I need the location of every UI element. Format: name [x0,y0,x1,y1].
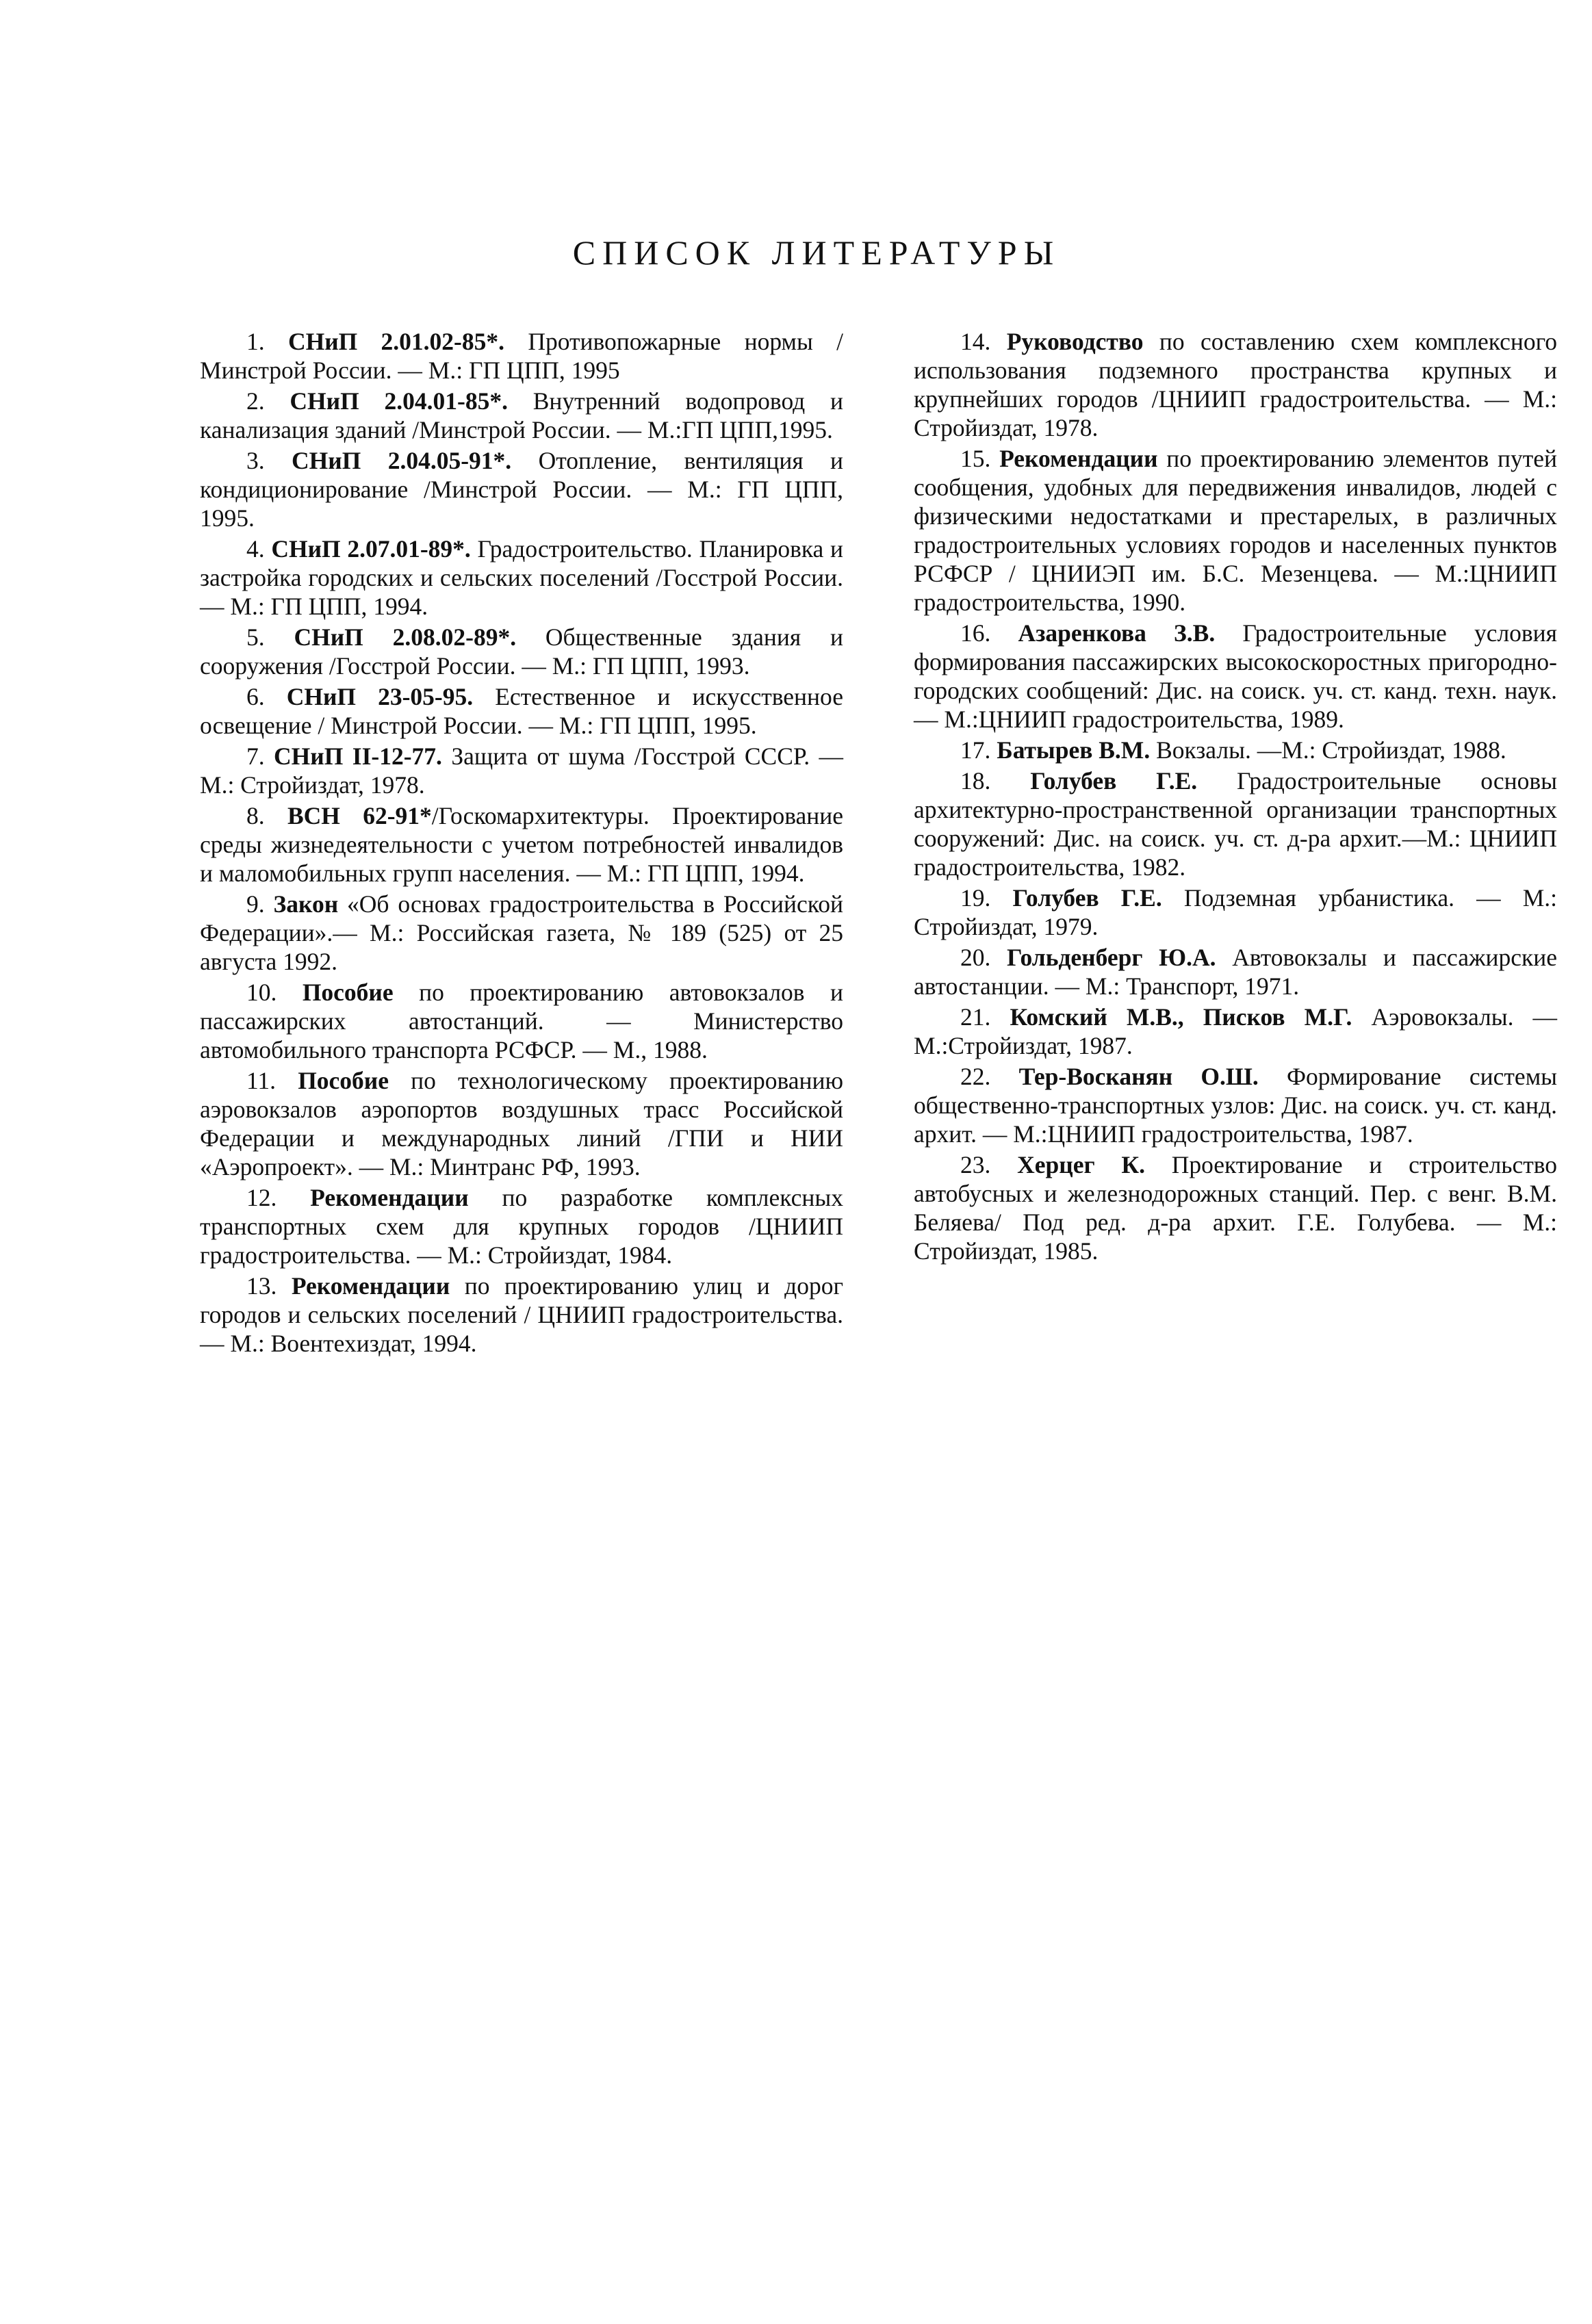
reference-number: 17. [960,736,991,764]
reference-number: 19. [960,884,991,912]
reference-number: 14. [960,328,991,355]
reference-key: СНиП 2.04.05-91*. [292,447,512,474]
reference-number: 16. [960,619,991,647]
reference-number: 20. [960,944,991,971]
reference-key: Рекомендации [291,1272,450,1300]
reference-key: Руководство [1006,328,1144,355]
reference-key: СНиП 23-05-95. [286,683,474,710]
reference-entry [200,801,843,888]
reference-key: Рекомендации [310,1184,469,1211]
reference-number: 9. [246,890,265,918]
reference-number: 6. [246,683,265,710]
reference-text: «Об основах градостроительства в Российской Федерации».— М.: Российская газета, № 189 (525) от 25 августа 1992. [200,890,844,975]
reference-entry [200,446,843,532]
reference-key: СНиП 2.08.02-89*. [294,623,517,651]
reference-number: 3. [246,447,265,474]
reference-number: 11. [246,1067,277,1094]
reference-text: Градостроительство. Планировка и застройка городских и сельских поселений /Госстрой России. — М.: ГП ЦПП, 1994. [200,535,844,620]
reference-key: Тер-Восканян О.Ш. [1018,1063,1259,1090]
reference-entry [914,1062,1557,1148]
reference-number: 1. [246,328,265,355]
reference-key: Азаренкова З.В. [1018,619,1216,647]
reference-number: 13. [246,1272,277,1300]
reference-entry [914,444,1557,617]
reference-key: ВСН 62-91* [287,802,432,829]
reference-entry [200,978,843,1064]
reference-text: Противопожарные нормы /Минстрой России. — М.: ГП ЦПП, 1995 [200,328,844,384]
page-title: СПИСОК ЛИТЕРАТУРЫ [572,233,1061,272]
reference-text: по разработке комплексных транспортных схем для крупных городов /ЦНИИП градостроительства. — М.: Стройиздат, 1984. [200,1184,843,1269]
reference-number: 15. [960,445,991,472]
reference-entry [200,1183,843,1269]
reference-text: Общественные здания и сооружения /Госстрой России. — М.: ГП ЦПП, 1993. [200,623,843,680]
reference-text: Проектирование и строительство автобусных и железнодорожных станций. Пер. с венг. В.М. Беляева/ Под ред. д-ра архит. Г.Е. Голубева. — М.: Стройиздат, 1985. [914,1151,1558,1265]
reference-key: Рекомендации [999,445,1158,472]
reference-text: Градостроительные основы архитектурно-пространственной организации транспортных сооружений: Дис. на соиск. уч. ст. д-ра архит.—М.: ЦНИИП градостроительства, 1982. [914,767,1558,881]
reference-entry [914,619,1557,734]
reference-text: Вокзалы. —М.: Стройиздат, 1988. [1156,736,1506,764]
reference-number: 23. [960,1151,991,1178]
reference-number: 8. [246,802,265,829]
reference-entry [200,1066,843,1181]
references-column-left [200,327,843,1360]
reference-key: Комский М.В., Писков М.Г. [1010,1003,1352,1031]
reference-text: /Госкомархитектуры. Проектирование среды жизнедеятельности с учетом потребностей инвалидов и маломобильных групп населения. — М.: ГП ЦПП, 1994. [200,802,844,887]
reference-number: 21. [960,1003,991,1031]
reference-entry [914,766,1557,881]
reference-number: 12. [246,1184,277,1211]
reference-key: Голубев Г.Е. [1030,767,1198,795]
reference-text: по проектированию улиц и дорог городов и сельских поселений / ЦНИИП градостроительства. — М.: Воентехиздат, 1994. [200,1272,844,1357]
reference-text: Внутренний водопровод и канализация зданий /Минстрой России. — М.:ГП ЦПП,1995. [200,387,844,443]
reference-entry [200,890,843,976]
reference-entry [914,736,1557,764]
reference-key: Гольденберг Ю.А. [1007,944,1216,971]
reference-entry [914,1003,1557,1060]
reference-text: Формирование системы общественно-транспортных узлов: Дис. на соиск. уч. ст. канд. архит. — М.:ЦНИИП градостроительства, 1987. [914,1063,1558,1148]
reference-text: Аэровокзалы. — М.:Стройиздат, 1987. [914,1003,1558,1059]
reference-text: Подземная урбанистика. — М.: Стройиздат, 1979. [914,884,1558,940]
reference-text: по проектированию элементов путей сообщения, удобных для передвижения инвалидов, людей с физическими недостатками и престарелых, в различных градостроительных условиях городов и населенных пунктов РСФСР / ЦНИИЭП им. Б.С. Мезенцева. — М.:ЦНИИП градостроительства, 1990. [914,445,1558,616]
reference-key: СНиП II-12-77. [274,743,442,770]
reference-entry [200,327,843,385]
reference-number: 10. [246,979,277,1006]
reference-key: Пособие [298,1067,389,1094]
reference-entry [200,742,843,799]
reference-entry [200,623,843,680]
reference-text: Автовокзалы и пассажирские автостанции. — М.: Транспорт, 1971. [914,944,1558,1000]
reference-entry [914,943,1557,1000]
reference-entry [914,883,1557,941]
reference-number: 4. [246,535,265,563]
reference-text: Защита от шума /Госстрой СССР. — М.: Стройиздат, 1978. [200,743,844,799]
reference-key: СНиП 2.04.01-85*. [290,387,508,415]
reference-number: 7. [246,743,265,770]
reference-key: Херцег К. [1017,1151,1145,1178]
reference-text: по составлению схем комплексного использования подземного пространства крупных и крупнейших городов /ЦНИИП градостроительства. — М.: Стройиздат, 1978. [914,328,1558,441]
reference-text: Отопление, вентиляция и кондиционирование /Минстрой России. — М.: ГП ЦПП, 1995. [200,447,844,532]
reference-entry [200,682,843,740]
reference-number: 2. [246,387,265,415]
reference-number: 5. [246,623,265,651]
reference-text: Градостроительные условия формирования пассажирских высокоскоростных пригородно-городских сообщений: Дис. на соиск. уч. ст. канд. техн. наук. — М.:ЦНИИП градостроительства, 1989. [914,619,1558,733]
reference-entry [200,387,843,444]
reference-number: 22. [960,1063,991,1090]
reference-key: СНиП 2.07.01-89*. [271,535,471,563]
reference-entry [914,1150,1557,1265]
reference-key: Батырев В.М. [997,736,1151,764]
reference-entry [200,534,843,621]
reference-text: Естественное и искусственное освещение / Минстрой России. — М.: ГП ЦПП, 1995. [200,683,843,739]
reference-key: СНиП 2.01.02-85*. [287,328,505,355]
reference-entry [914,327,1557,442]
reference-text: по технологическому проектированию аэровокзалов аэропортов воздушных трасс Российской Федерации и международных линий /ГПИ и НИИ «Аэропроект». — М.: Минтранс РФ, 1993. [200,1067,844,1180]
reference-key: Голубев Г.Е. [1012,884,1162,912]
reference-key: Закон [273,890,339,918]
reference-key: Пособие [302,979,394,1006]
references-column-right [914,327,1557,1267]
reference-text: по проектированию автовокзалов и пассажирских автостанций. — Министерство автомобильного транспорта РСФСР. — М., 1988. [200,979,843,1063]
reference-number: 18. [960,767,991,795]
reference-entry [200,1271,843,1358]
